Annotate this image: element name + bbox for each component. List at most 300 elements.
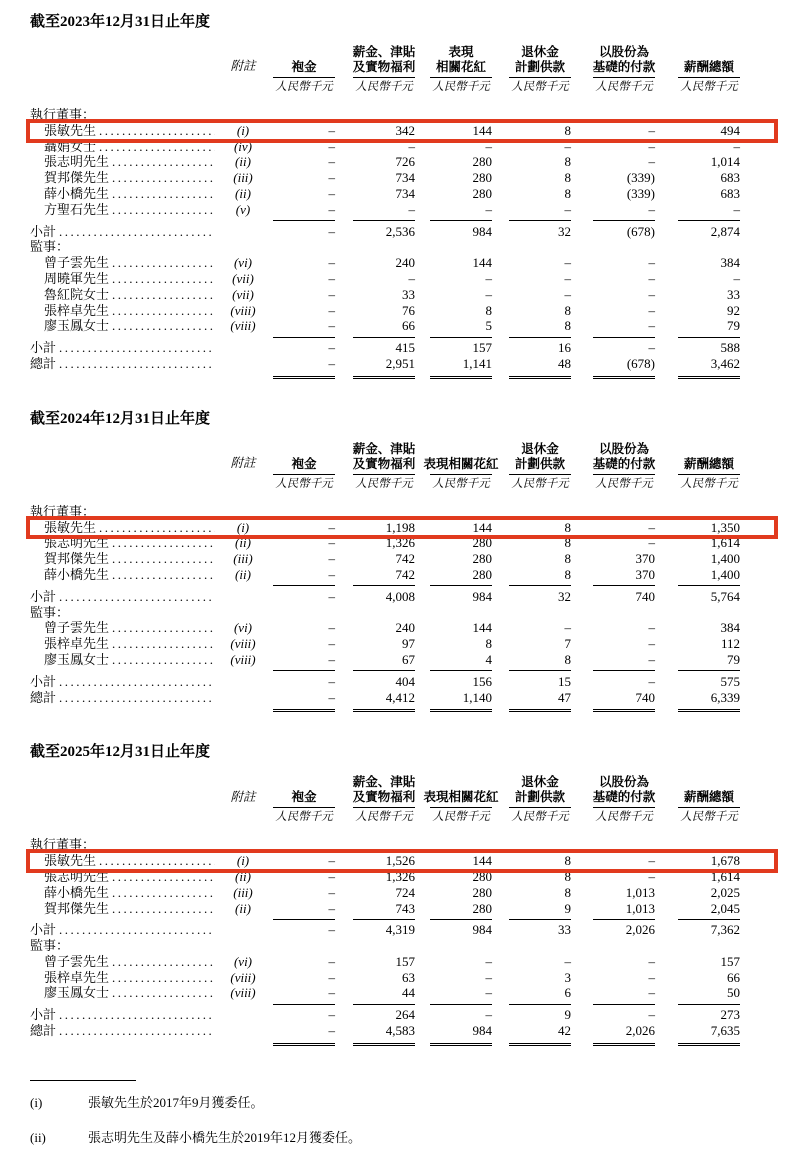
value-cell: 92 bbox=[727, 302, 740, 318]
subtotal-label: 小計 bbox=[30, 588, 57, 604]
table-row bbox=[30, 690, 774, 706]
column-header: 薪酬總額 bbox=[683, 790, 734, 805]
value-cell: – bbox=[328, 286, 335, 302]
note-column-header: 附註 bbox=[230, 455, 256, 470]
unit-label: 人民幣千元 bbox=[595, 477, 653, 490]
value-cell: – bbox=[328, 340, 335, 356]
value-cell: (339) bbox=[626, 170, 655, 186]
double-total-rule bbox=[509, 376, 571, 379]
value-cell: 8 bbox=[564, 535, 571, 551]
note-column-header: 附註 bbox=[230, 59, 256, 74]
value-cell: 157 bbox=[472, 340, 492, 356]
value-cell: – bbox=[328, 535, 335, 551]
value-cell: 33 bbox=[727, 286, 740, 302]
double-total-rule bbox=[430, 1043, 492, 1046]
table-row bbox=[30, 985, 774, 1001]
dot-leader bbox=[109, 869, 215, 885]
value-cell: 264 bbox=[395, 1007, 415, 1023]
person-name: 魯紅院女士 bbox=[44, 286, 110, 302]
table-row bbox=[30, 922, 774, 938]
value-cell: 740 bbox=[635, 588, 655, 604]
note-ref: (ii) bbox=[235, 868, 251, 884]
value-cell: – bbox=[328, 185, 335, 201]
total-label: 總計 bbox=[30, 689, 57, 705]
value-cell: 588 bbox=[720, 340, 740, 356]
dot-leader bbox=[109, 303, 215, 319]
note-ref: (iii) bbox=[233, 551, 253, 567]
dot-leader bbox=[109, 202, 215, 218]
value-cell: 2,536 bbox=[385, 223, 415, 239]
value-cell: 8 bbox=[485, 302, 492, 318]
value-cell: 3 bbox=[564, 969, 571, 985]
value-cell: 144 bbox=[472, 620, 492, 636]
value-cell: – bbox=[564, 138, 571, 154]
note-ref: (i) bbox=[236, 122, 250, 138]
value-cell: – bbox=[328, 154, 335, 170]
column-header: 薪酬總額 bbox=[683, 60, 734, 74]
dot-leader bbox=[109, 652, 215, 668]
table-row bbox=[30, 901, 774, 917]
column-rule bbox=[353, 919, 415, 920]
value-cell: 8 bbox=[564, 868, 571, 884]
note-ref: (viii) bbox=[230, 636, 256, 652]
value-cell: 144 bbox=[472, 853, 492, 869]
unit-label: 人民幣千元 bbox=[355, 811, 413, 824]
note-ref: (ii) bbox=[235, 566, 251, 582]
value-cell: 42 bbox=[558, 1023, 571, 1039]
unit-label: 人民幣千元 bbox=[432, 477, 490, 490]
value-cell: – bbox=[648, 620, 655, 636]
value-cell: – bbox=[328, 170, 335, 186]
value-cell: 157 bbox=[395, 953, 415, 969]
column-rule bbox=[678, 585, 740, 586]
value-cell: 1,526 bbox=[385, 853, 415, 869]
unit-label: 人民幣千元 bbox=[511, 81, 569, 93]
footnote-marker: (ii) bbox=[30, 1129, 46, 1145]
dot-leader bbox=[96, 123, 215, 139]
value-cell: 240 bbox=[395, 255, 415, 271]
value-cell: – bbox=[648, 519, 655, 535]
column-rule bbox=[273, 337, 335, 338]
table-row bbox=[30, 869, 774, 885]
table-row bbox=[30, 1007, 774, 1023]
unit-label: 人民幣千元 bbox=[511, 477, 569, 490]
value-cell: 2,951 bbox=[385, 355, 415, 371]
value-cell: 984 bbox=[472, 223, 492, 239]
value-cell: – bbox=[328, 853, 335, 869]
column-rule bbox=[353, 670, 415, 671]
value-cell: 4 bbox=[485, 651, 492, 667]
note-ref: (viii) bbox=[230, 318, 256, 334]
table-title: 截至2023年12月31日止年度 bbox=[30, 14, 211, 30]
table-row bbox=[30, 535, 774, 551]
column-rule bbox=[593, 585, 655, 586]
column-header: 薪金、津貼 及實物福利 bbox=[352, 441, 416, 471]
double-total-rule bbox=[353, 709, 415, 712]
value-cell: – bbox=[648, 969, 655, 985]
value-cell: 1,400 bbox=[710, 566, 740, 582]
table-row bbox=[30, 139, 774, 155]
value-cell: – bbox=[328, 138, 335, 154]
dot-leader bbox=[109, 620, 215, 636]
annual-remuneration-block bbox=[30, 407, 774, 717]
person-name: 張志明先生 bbox=[44, 154, 110, 170]
value-cell: – bbox=[328, 588, 335, 604]
value-cell: – bbox=[648, 318, 655, 334]
unit-label: 人民幣千元 bbox=[275, 811, 333, 824]
value-cell: – bbox=[485, 286, 492, 302]
value-cell: 8 bbox=[564, 170, 571, 186]
column-header: 以股份為 基礎的付款 bbox=[592, 441, 656, 471]
header-underline bbox=[593, 807, 655, 808]
table-row bbox=[30, 636, 774, 652]
section-heading: 執行董事： bbox=[30, 107, 96, 122]
remuneration-report bbox=[30, 10, 774, 1050]
note-ref: (ii) bbox=[235, 185, 251, 201]
table-row bbox=[30, 674, 774, 690]
column-rule bbox=[430, 919, 492, 920]
header-underline bbox=[678, 77, 740, 78]
value-cell: 8 bbox=[485, 636, 492, 652]
value-cell: 743 bbox=[395, 900, 415, 916]
double-total-rule bbox=[430, 376, 492, 379]
value-cell: 112 bbox=[720, 636, 740, 652]
value-cell: – bbox=[564, 201, 571, 217]
remuneration-table bbox=[30, 775, 774, 1050]
value-cell: 1,141 bbox=[462, 355, 492, 371]
value-cell: 144 bbox=[472, 255, 492, 271]
value-cell: 342 bbox=[395, 122, 415, 138]
total-label: 總計 bbox=[30, 1023, 57, 1039]
value-cell: – bbox=[485, 138, 492, 154]
value-cell: 1,350 bbox=[710, 519, 740, 535]
footnote-text: 張志明先生及薛小橋先生於2019年12月獲委任。 bbox=[88, 1129, 362, 1145]
value-cell: 5 bbox=[485, 318, 492, 334]
double-total-rule bbox=[593, 376, 655, 379]
double-total-rule bbox=[430, 709, 492, 712]
highlighted-table-row bbox=[30, 853, 774, 869]
column-header: 表現 相關花紅 bbox=[435, 45, 486, 74]
column-rule bbox=[509, 919, 571, 920]
value-cell: – bbox=[648, 868, 655, 884]
header-underline bbox=[593, 474, 655, 475]
dot-leader bbox=[56, 1023, 215, 1039]
column-header: 薪金、津貼 及實物福利 bbox=[352, 775, 416, 805]
value-cell: 7,635 bbox=[710, 1023, 740, 1039]
highlighted-table-row bbox=[30, 123, 774, 139]
value-cell: – bbox=[648, 651, 655, 667]
value-cell: 370 bbox=[635, 551, 655, 567]
double-total-rule bbox=[678, 376, 740, 379]
value-cell: 3,462 bbox=[710, 355, 740, 371]
value-cell: 575 bbox=[720, 673, 740, 689]
value-cell: 2,026 bbox=[625, 922, 655, 938]
section-heading: 監事： bbox=[30, 604, 70, 620]
column-header: 薪金、津貼 及實物福利 bbox=[352, 45, 416, 74]
header-underline bbox=[593, 77, 655, 78]
column-header: 袍金 bbox=[291, 790, 317, 805]
unit-label: 人民幣千元 bbox=[355, 477, 413, 490]
dot-leader bbox=[109, 535, 215, 551]
column-rule bbox=[509, 220, 571, 221]
value-cell: 740 bbox=[635, 689, 655, 705]
column-rule bbox=[353, 1004, 415, 1005]
note-ref: (viii) bbox=[230, 302, 256, 318]
note-ref: (iii) bbox=[233, 884, 253, 900]
value-cell: – bbox=[648, 270, 655, 286]
value-cell: – bbox=[733, 138, 740, 154]
dot-leader bbox=[56, 340, 215, 356]
value-cell: – bbox=[328, 122, 335, 138]
value-cell: – bbox=[485, 1007, 492, 1023]
person-name: 賀邦傑先生 bbox=[44, 170, 110, 186]
person-name: 廖玉鳳女士 bbox=[44, 985, 110, 1001]
note-ref: (i) bbox=[236, 853, 250, 869]
column-header: 薪酬總額 bbox=[683, 456, 734, 471]
unit-label: 人民幣千元 bbox=[275, 477, 333, 490]
value-cell: 415 bbox=[395, 340, 415, 356]
double-total-rule bbox=[353, 1043, 415, 1046]
dot-leader bbox=[109, 170, 215, 186]
value-cell: – bbox=[328, 636, 335, 652]
value-cell: 47 bbox=[558, 689, 571, 705]
value-cell: – bbox=[648, 286, 655, 302]
person-name: 方聖石先生 bbox=[44, 201, 110, 217]
value-cell: 5,764 bbox=[710, 588, 740, 604]
value-cell: 144 bbox=[472, 122, 492, 138]
table-row bbox=[30, 303, 774, 319]
table-row bbox=[30, 885, 774, 901]
value-cell: – bbox=[328, 673, 335, 689]
footnote bbox=[30, 1095, 774, 1111]
value-cell: 50 bbox=[727, 985, 740, 1001]
value-cell: – bbox=[564, 255, 571, 271]
dot-leader bbox=[109, 901, 215, 917]
double-total-rule bbox=[509, 1043, 571, 1046]
value-cell: – bbox=[648, 1007, 655, 1023]
note-ref: (ii) bbox=[235, 535, 251, 551]
double-total-rule bbox=[273, 1043, 335, 1046]
column-rule bbox=[678, 919, 740, 920]
value-cell: 1,013 bbox=[625, 900, 655, 916]
double-total-rule bbox=[593, 1043, 655, 1046]
value-cell: 683 bbox=[720, 170, 740, 186]
value-cell: 8 bbox=[564, 519, 571, 535]
value-cell: 9 bbox=[564, 900, 571, 916]
value-cell: – bbox=[733, 270, 740, 286]
value-cell: – bbox=[328, 1023, 335, 1039]
value-cell: – bbox=[648, 985, 655, 1001]
value-cell: – bbox=[408, 201, 415, 217]
unit-label: 人民幣千元 bbox=[432, 811, 490, 824]
unit-label: 人民幣千元 bbox=[595, 81, 653, 93]
value-cell: 726 bbox=[395, 154, 415, 170]
subtotal-label: 小計 bbox=[30, 223, 57, 239]
value-cell: 157 bbox=[720, 953, 740, 969]
annual-remuneration-block bbox=[30, 10, 774, 383]
value-cell: 280 bbox=[472, 154, 492, 170]
column-rule bbox=[430, 585, 492, 586]
value-cell: 76 bbox=[402, 302, 415, 318]
value-cell: 67 bbox=[402, 651, 415, 667]
column-rule bbox=[593, 1004, 655, 1005]
value-cell: 6 bbox=[564, 985, 571, 1001]
note-ref: (viii) bbox=[230, 985, 256, 1001]
dot-leader bbox=[109, 985, 215, 1001]
value-cell: 1,140 bbox=[462, 689, 492, 705]
value-cell: 1,014 bbox=[710, 154, 740, 170]
column-rule bbox=[593, 337, 655, 338]
value-cell: – bbox=[485, 201, 492, 217]
table-row bbox=[30, 224, 774, 240]
dot-leader bbox=[56, 922, 215, 938]
column-rule bbox=[273, 919, 335, 920]
value-cell: 6,339 bbox=[710, 689, 740, 705]
value-cell: 494 bbox=[720, 122, 740, 138]
value-cell: 370 bbox=[635, 566, 655, 582]
table-row bbox=[30, 170, 774, 186]
value-cell: 15 bbox=[558, 673, 571, 689]
value-cell: – bbox=[328, 868, 335, 884]
value-cell: – bbox=[328, 355, 335, 371]
column-header: 表現相關花紅 bbox=[423, 790, 499, 805]
value-cell: 4,008 bbox=[385, 588, 415, 604]
value-cell: – bbox=[328, 651, 335, 667]
person-name: 曾子雲先生 bbox=[44, 255, 110, 271]
unit-label: 人民幣千元 bbox=[595, 811, 653, 824]
value-cell: 8 bbox=[564, 566, 571, 582]
column-rule bbox=[678, 670, 740, 671]
dot-leader bbox=[109, 636, 215, 652]
section-heading: 監事： bbox=[30, 239, 70, 255]
double-total-rule bbox=[678, 1043, 740, 1046]
header-underline bbox=[430, 77, 492, 78]
value-cell: 4,583 bbox=[385, 1023, 415, 1039]
person-name: 薛小橋先生 bbox=[44, 884, 110, 900]
value-cell: – bbox=[564, 620, 571, 636]
column-rule bbox=[273, 585, 335, 586]
dot-leader bbox=[109, 567, 215, 583]
remuneration-table bbox=[30, 442, 774, 717]
double-total-rule bbox=[273, 709, 335, 712]
column-rule bbox=[430, 337, 492, 338]
value-cell: 33 bbox=[402, 286, 415, 302]
value-cell: 1,400 bbox=[710, 551, 740, 567]
value-cell: – bbox=[328, 223, 335, 239]
dot-leader bbox=[109, 551, 215, 567]
person-name: 賀邦傑先生 bbox=[44, 900, 110, 916]
dot-leader bbox=[56, 1007, 215, 1023]
note-ref: (v) bbox=[235, 201, 251, 217]
double-total-rule bbox=[678, 709, 740, 712]
value-cell: – bbox=[328, 519, 335, 535]
note-ref: (iii) bbox=[233, 170, 253, 186]
column-rule bbox=[273, 1004, 335, 1005]
value-cell: – bbox=[328, 922, 335, 938]
person-name: 張梓卓先生 bbox=[44, 302, 110, 318]
value-cell: 2,045 bbox=[710, 900, 740, 916]
value-cell: – bbox=[328, 620, 335, 636]
column-rule bbox=[678, 1004, 740, 1005]
dot-leader bbox=[56, 589, 215, 605]
table-row bbox=[30, 154, 774, 170]
table-row bbox=[30, 271, 774, 287]
table-row bbox=[30, 1023, 774, 1039]
dot-leader bbox=[109, 271, 215, 287]
column-rule bbox=[353, 220, 415, 221]
value-cell: 984 bbox=[472, 1023, 492, 1039]
value-cell: – bbox=[485, 953, 492, 969]
unit-label: 人民幣千元 bbox=[511, 811, 569, 824]
total-label: 總計 bbox=[30, 355, 57, 371]
header-underline bbox=[509, 474, 571, 475]
header-underline bbox=[353, 807, 415, 808]
column-header: 表現相關花紅 bbox=[423, 456, 499, 471]
column-rule bbox=[509, 585, 571, 586]
table-row bbox=[30, 567, 774, 583]
value-cell: 1,614 bbox=[710, 868, 740, 884]
value-cell: – bbox=[328, 302, 335, 318]
person-name: 曾子雲先生 bbox=[44, 620, 110, 636]
column-rule bbox=[593, 919, 655, 920]
note-ref: (vi) bbox=[233, 620, 253, 636]
value-cell: 984 bbox=[472, 922, 492, 938]
note-ref: (vi) bbox=[233, 255, 253, 271]
unit-label: 人民幣千元 bbox=[275, 81, 333, 93]
unit-label: 人民幣千元 bbox=[355, 81, 413, 93]
value-cell: 1,013 bbox=[625, 884, 655, 900]
value-cell: 280 bbox=[472, 566, 492, 582]
value-cell: – bbox=[648, 138, 655, 154]
value-cell: – bbox=[328, 566, 335, 582]
dot-leader bbox=[109, 885, 215, 901]
subtotal-label: 小計 bbox=[30, 673, 57, 689]
person-name: 張敏先生 bbox=[44, 853, 97, 869]
person-name: 張志明先生 bbox=[44, 535, 110, 551]
column-rule bbox=[430, 220, 492, 221]
footnote-text: 張敏先生於2017年9月獲委任。 bbox=[88, 1094, 264, 1110]
column-header: 以股份為 基礎的付款 bbox=[592, 45, 656, 74]
column-rule bbox=[353, 337, 415, 338]
value-cell: 734 bbox=[395, 170, 415, 186]
value-cell: 404 bbox=[395, 673, 415, 689]
note-ref: (iv) bbox=[233, 138, 253, 154]
table-row bbox=[30, 970, 774, 986]
value-cell: 280 bbox=[472, 535, 492, 551]
table-row bbox=[30, 652, 774, 668]
value-cell: 32 bbox=[558, 223, 571, 239]
table-title: 截至2024年12月31日止年度 bbox=[30, 410, 211, 427]
person-name: 賀邦傑先生 bbox=[44, 551, 110, 567]
table-row bbox=[30, 954, 774, 970]
value-cell: 8 bbox=[564, 154, 571, 170]
column-header: 以股份為 基礎的付款 bbox=[592, 775, 656, 805]
value-cell: 683 bbox=[720, 185, 740, 201]
header-underline bbox=[273, 77, 335, 78]
value-cell: – bbox=[328, 689, 335, 705]
value-cell: 33 bbox=[558, 922, 571, 938]
double-total-rule bbox=[593, 709, 655, 712]
value-cell: – bbox=[648, 154, 655, 170]
table-row bbox=[30, 356, 774, 372]
column-header: 袍金 bbox=[291, 456, 317, 471]
column-rule bbox=[353, 585, 415, 586]
unit-label: 人民幣千元 bbox=[680, 81, 738, 93]
double-total-rule bbox=[353, 376, 415, 379]
value-cell: – bbox=[648, 535, 655, 551]
person-name: 周曉軍先生 bbox=[44, 270, 110, 286]
value-cell: – bbox=[328, 255, 335, 271]
